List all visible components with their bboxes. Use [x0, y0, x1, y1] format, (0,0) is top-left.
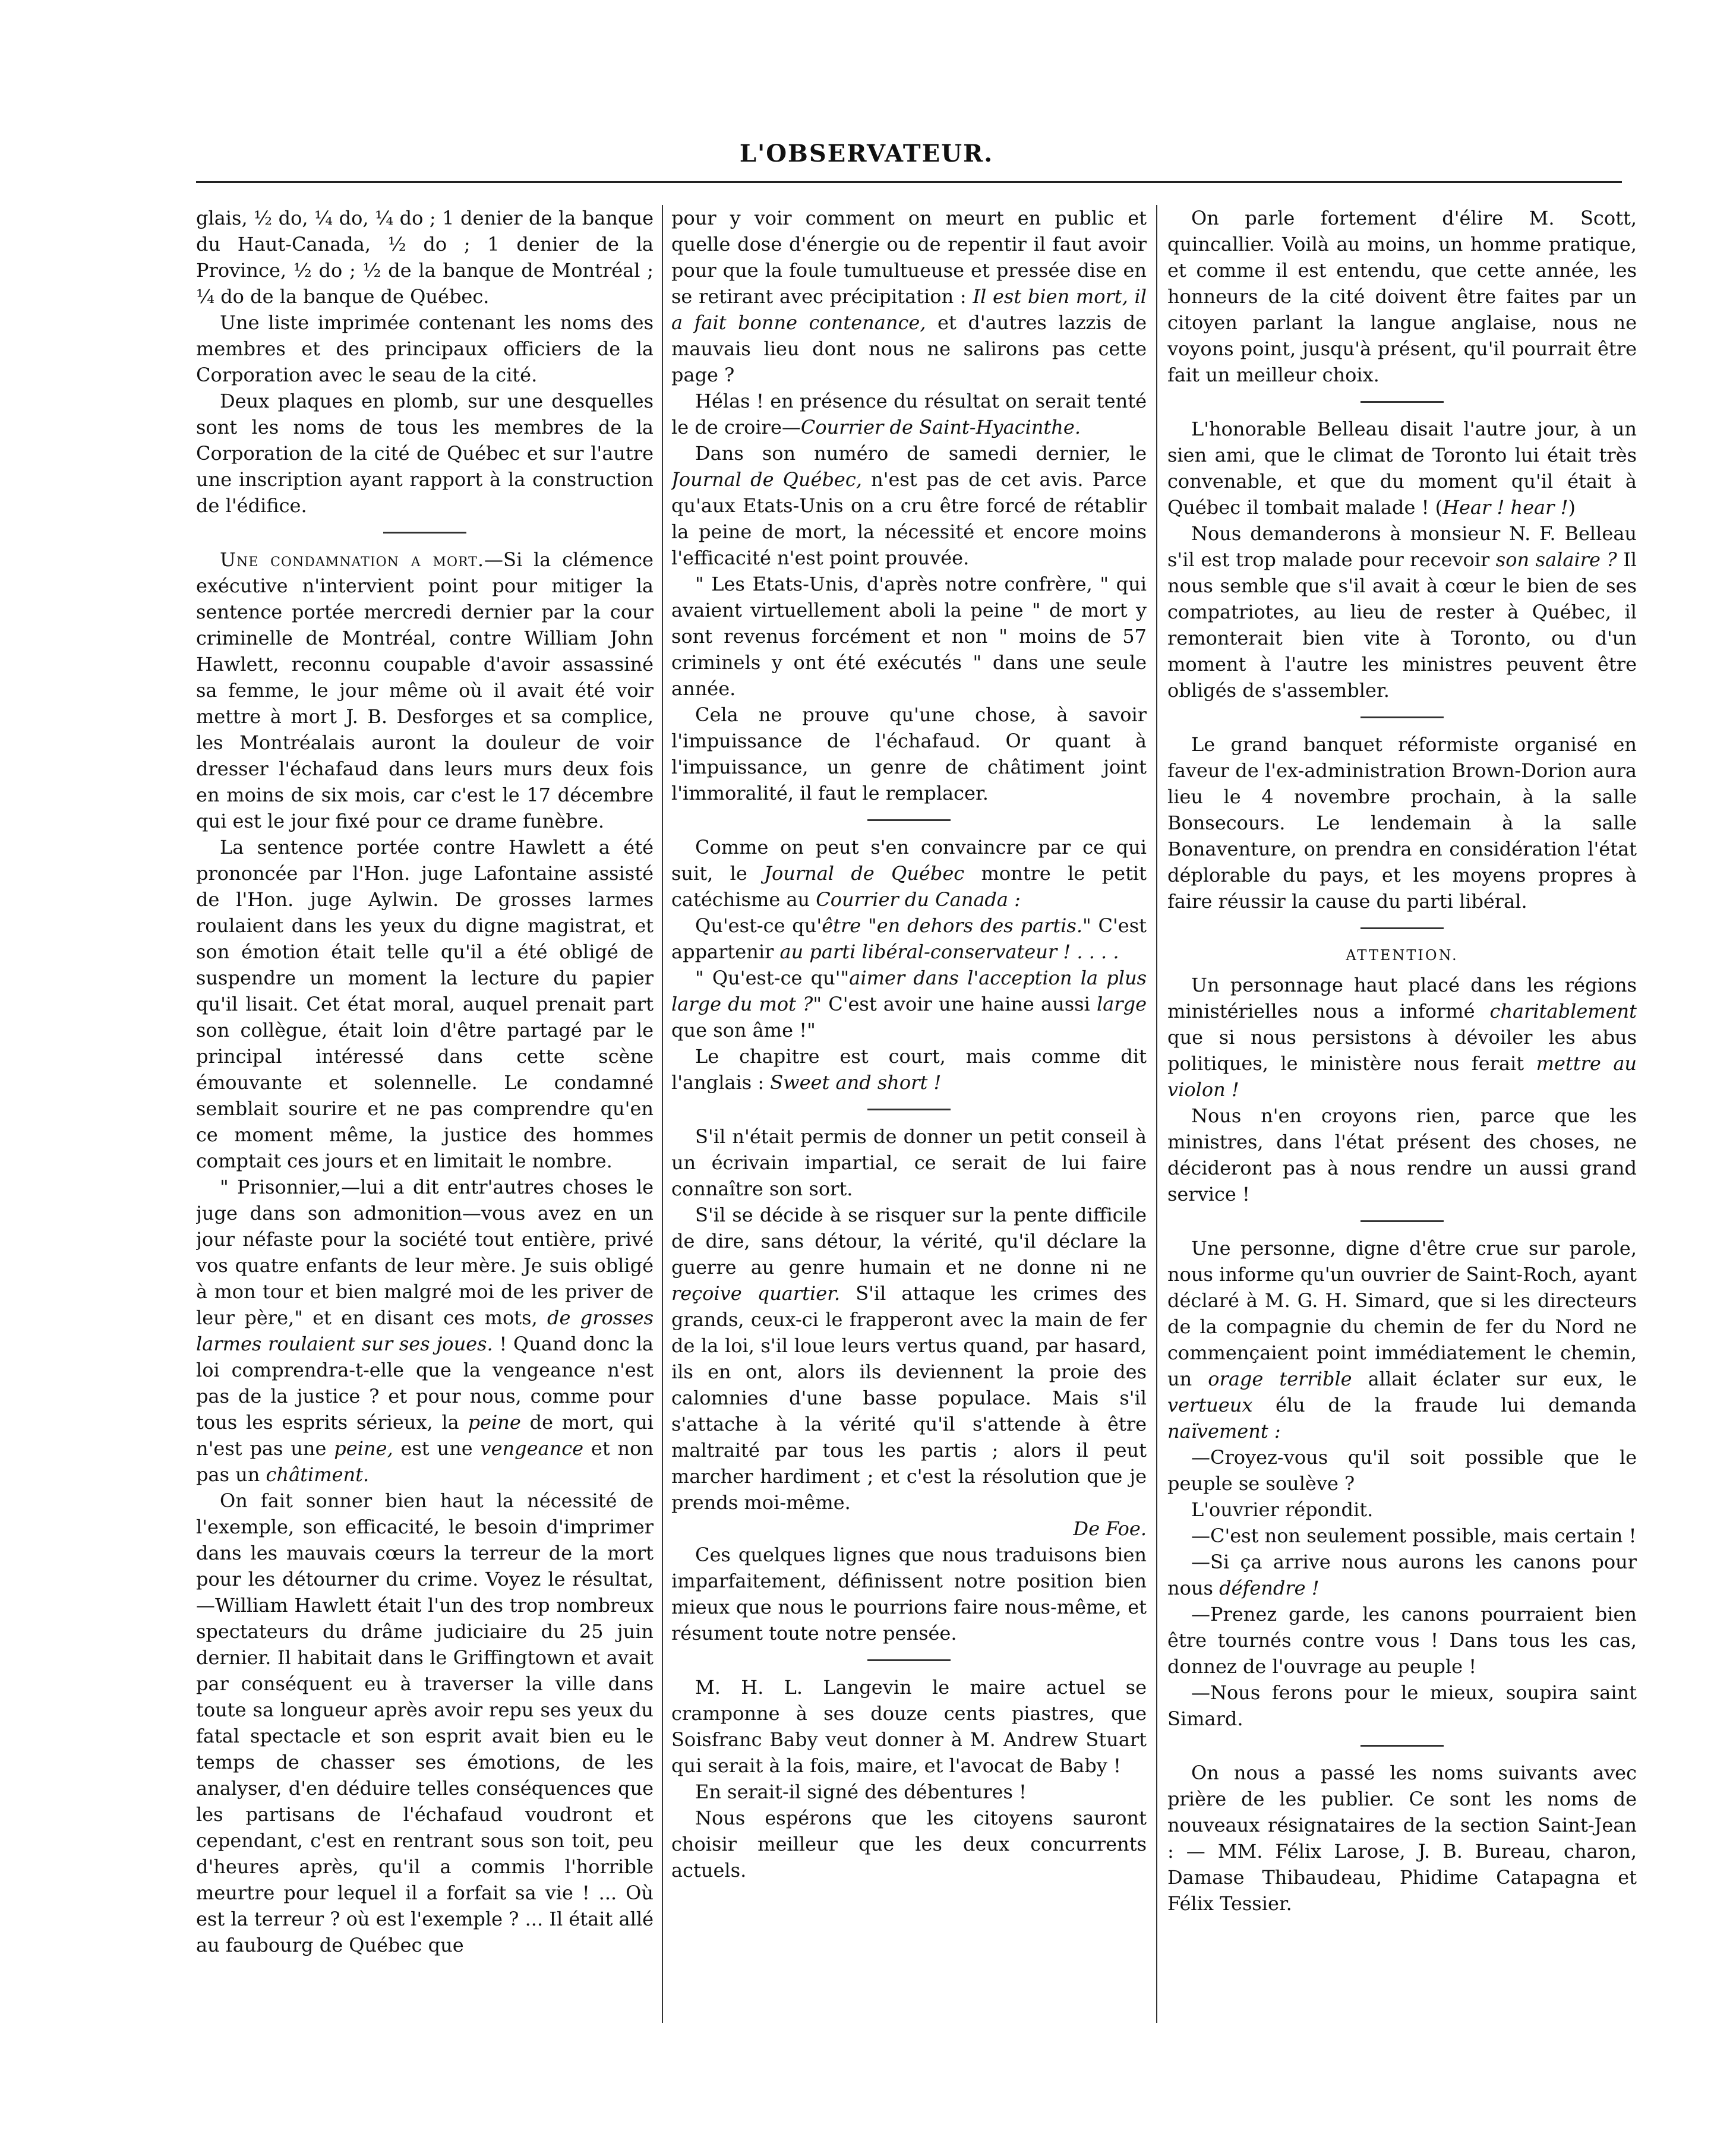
italic-run: vengeance — [480, 1437, 584, 1460]
italic-run: châtiment. — [266, 1463, 370, 1486]
paragraph: La sentence portée contre Hawlett a été prononcée par l'Hon. juge Lafontaine assisté de l'Hon. juge Aylwin. De grosses larmes roulaient dans les yeux du digne magistrat, et son émotion était telle qu'il a été obligé de suspendre un moment la lecture du papier qu'il lisait. Cet état moral, auquel prenait part son collègue, était loin d'être partagé par le principal intéressé dans cette scène émouvante et solennelle. Le condamné semblait sourire et ne pas comprendre qu'en ce moment même, la justice des hommes comptait ces jours et en limitait le nombre. — [196, 836, 654, 1172]
text-run: Dans son numéro de samedi dernier, le — [695, 442, 1147, 465]
paragraph — [671, 834, 1147, 913]
paragraph: glais, ½ do, ¼ do, ¼ do ; 1 denier de la banque du Haut-Canada, ½ do ; 1 denier de la Province, ½ do ; ½ de la banque de Montréal ; ¼ do de la banque de Québec. — [196, 207, 654, 308]
text-run: Un personnage haut placé dans les régions ministérielles nous a informé — [1167, 974, 1637, 1022]
text-run: allait éclater sur eux, le — [1352, 1368, 1637, 1390]
paragraph: Cela ne prouve qu'une chose, à savoir l'impuissance de l'échafaud. Or quant à l'impuissance, un genre de châtiment joint l'immoralité, il faut le remplacer. — [671, 703, 1147, 804]
italic-run: naïvement : — [1167, 1420, 1281, 1442]
signature: De Foe. — [1073, 1517, 1147, 1540]
text-run: pour y voir comment on meurt en public et quelle dose d'énergie ou de repentir il faut avoir pour que la foule tumultueuse et pressée dise en se retirant avec précipitation : — [671, 207, 1147, 308]
paragraph: S'il n'était permis de donner un petit conseil à un écrivain impartial, ce serait de lui faire connaître son sort. — [671, 1125, 1147, 1200]
text-run: —Si ça arrive nous aurons les canons pour nous — [1167, 1551, 1637, 1599]
text-run: de mort, qui n'est pas une — [196, 1411, 654, 1460]
paragraph: En serait-il signé des débentures ! — [695, 1781, 1027, 1803]
italic-run: peine — [468, 1411, 521, 1434]
italic-run: défendre ! — [1219, 1577, 1320, 1599]
text-run: que si nous persistons à dévoiler les abus politiques, le ministère nous ferait — [1167, 1026, 1637, 1075]
text-run: Une personne, digne d'être crue sur parole, nous informe qu'un ouvrier de Saint-Roch, ayant déclaré à M. G. H. Simard, que si les directeurs de la compagnie du chemin de fer du Nord ne commençaient point immédiatement le chemin, un — [1167, 1237, 1637, 1390]
paragraph — [1167, 1235, 1637, 1444]
text-run: que son âme !" — [671, 1019, 816, 1041]
paragraph — [671, 388, 1147, 440]
masthead-title: L'OBSERVATEUR. — [739, 140, 994, 168]
italic-run: aimer dans l'acception la plus large du mot ? — [671, 967, 1147, 1015]
paragraph: Ces quelques lignes que nous traduisons bien imparfaitement, définissent notre position bien mieux que nous le pourrions faire nous-même, et résument toute notre pensée. — [671, 1543, 1147, 1644]
italic-run: être "en dehors des partis." — [822, 914, 1091, 937]
section-separator — [1360, 1220, 1444, 1222]
column-divider — [662, 205, 663, 2023]
paragraph: M. H. L. Langevin le maire actuel se cramponne à ses douze cents piastres, que Soisfranc Baby veut donner à M. Andrew Stuart qui serait à la fois, maire, et l'avocat de Baby ! — [671, 1676, 1147, 1777]
section-separator — [383, 532, 466, 534]
section-separator — [867, 1109, 951, 1110]
italic-run: au parti libéral-conservateur ! . . . . — [779, 940, 1119, 963]
italic-run: Sweet and short ! — [770, 1071, 942, 1094]
italic-run: Hear ! hear ! — [1442, 496, 1568, 519]
text-run: Il nous semble que s'il avait à cœur le bien de ses compatriotes, au lieu de rester à Québec, il remonterait bien vite à Toronto, ou d'un moment à l'autre les ministres peuvent être obligés de s'assembler. — [1167, 548, 1637, 702]
italic-run: orage terrible — [1208, 1368, 1352, 1390]
paragraph: Deux plaques en plomb, sur une desquelles sont les noms de tous les membres de la Corporation de la cité de Québec et sur l'autre une inscription ayant rapport à la construction de l'édifice. — [196, 390, 654, 517]
header-rule — [196, 181, 1622, 183]
column-3 — [1167, 205, 1637, 2023]
article-condamnation — [196, 547, 654, 834]
section-heading: ATTENTION. — [1346, 947, 1459, 964]
italic-run: Courrier du Canada : — [816, 888, 1021, 911]
paragraph — [671, 1202, 1147, 1516]
paragraph — [1167, 520, 1637, 703]
text-run: n'est pas de cet avis. Parce qu'aux Etats-Unis on a cru être forcé de rétablir la peine de mort, la nécessité et encore moins l'efficacité n'est point prouvée. — [671, 468, 1147, 569]
section-separator — [1360, 401, 1444, 403]
italic-run: peine, — [334, 1437, 393, 1460]
paragraph: L'ouvrier répondit. — [1191, 1498, 1374, 1521]
paragraph: Nous n'en croyons rien, parce que les ministres, dans l'état présent des choses, ne décideront pas à nous rendre un aussi grand service ! — [1167, 1104, 1637, 1205]
section-separator — [867, 1659, 951, 1661]
italic-run: son salaire ? — [1495, 548, 1617, 571]
section-separator — [1360, 716, 1444, 718]
paragraph: Une liste imprimée contenant les noms des membres et des principaux officiers de la Corporation avec le seau de la cité. — [196, 311, 654, 386]
paragraph: —Nous ferons pour le mieux, soupira saint Simard. — [1167, 1681, 1637, 1730]
paragraph: Nous espérons que les citoyens sauront choisir meilleur que les deux concurrents actuels. — [671, 1807, 1147, 1882]
paragraph: On nous a passé les noms suivants avec prière de les publier. Ce sont les noms de nouveaux résignataires de la section Saint-Jean : — MM. Félix Larose, J. B. Bureau, charon, Damase Thibaudeau, Phidime Catapagna et Félix Tessier. — [1167, 1762, 1637, 1915]
paragraph: On parle fortement d'élire M. Scott, quincallier. Voilà au moins, un homme pratique, et comme il est entendu, que cette année, les honneurs de la cité doivent être faites par un citoyen parlant la langue anglaise, nous ne voyons point, jusqu'à présent, qu'il pourrait être fait un meilleur choix. — [1167, 207, 1637, 386]
text-run: ! Quand donc la loi comprendra-t-elle que la vengeance n'est pas de la justice ? et pour nous, comme pour tous les esprits sérieux, la — [196, 1333, 654, 1434]
italic-run: mettre au violon ! — [1167, 1052, 1637, 1101]
column-2 — [671, 205, 1147, 2023]
italic-run: Il est bien mort, il a fait bonne contenance, — [671, 285, 1147, 334]
text-run: " C'est avoir une haine aussi — [813, 993, 1097, 1015]
text-run: L'honorable Belleau disait l'autre jour, à un sien ami, que le climat de Toronto lui était très convenable, et que du moment qu'il était à Québec il tombait malade ! ( — [1167, 418, 1637, 519]
italic-run: Courrier de Saint-Hyacinthe. — [800, 416, 1081, 438]
article-heading: Une condamnation a mort. — [220, 548, 485, 571]
paragraph: —Croyez-vous qu'il soit possible que le peuple se soulève ? — [1167, 1446, 1637, 1495]
text-run: " Prisonnier,—lui a dit entr'autres choses le juge dans son admonition—vous avez en un jour néfaste pour la société tout entière, privé vos quatre enfants de leur mère. Je suis obligé à mon tour et bien malgré moi de les priver de leur père," et en disant ces mots, — [196, 1176, 654, 1329]
text-run: élu de la fraude lui demanda — [1252, 1394, 1637, 1416]
text-run: Qu'est-ce qu' — [695, 914, 822, 937]
section-separator — [867, 819, 951, 821]
paragraph — [671, 1043, 1147, 1096]
text-run: Le chapitre est court, mais comme dit l'anglais : — [671, 1045, 1147, 1094]
paragraph — [671, 913, 1147, 965]
text-run: " Qu'est-ce qu'" — [695, 967, 850, 989]
column-divider — [1156, 205, 1157, 2023]
paragraph — [671, 965, 1147, 1043]
text-run: et non pas un — [196, 1437, 654, 1486]
paragraph: " Les Etats-Unis, d'après notre confrère, " qui avaient virtuellement aboli la peine " de mort y sont revenus forcément et non " moins de 57 criminels y ont été exécutés " dans une seule année. — [671, 573, 1147, 700]
text-run: Comme on peut s'en convaincre par ce qui suit, le — [671, 836, 1147, 885]
paragraph — [671, 440, 1147, 571]
italic-run: reçoive quartier. — [671, 1282, 841, 1305]
text-run: est une — [393, 1437, 481, 1460]
text-run: montre le petit catéchisme au — [671, 862, 1147, 911]
text-run: C'est appartenir — [671, 914, 1147, 963]
section-separator — [1360, 927, 1444, 929]
article-text: —Si la clémence exécutive n'intervient point pour mitiger la sentence portée mercredi dernier par la cour criminelle de Montréal, contre William John Hawlett, reconnu coupable d'avoir assassiné sa femme, le jour même où il avait été voir mettre à mort J. B. Desforges et sa complice, les Montréalais auront la douleur de voir dresser l'échafaud dans leurs murs deux fois en moins de six mois, car c'est le 17 décembre qui est le jour fixé pour ce drame funèbre. — [196, 548, 654, 832]
text-run: S'il attaque les crimes des grands, ceux-ci le frapperont avec la main de fer de la loi, s'il loue leurs vertus quand, par hasard, ils en ont, alors ils deviennent la proie des calomnies d'une basse populace. Mais s'il s'attache à la vérité qu'il s'attende à être maltraité par tous les partis ; alors il peut marcher hardiment ; et c'est la résolution que je prends moi-même. — [671, 1282, 1147, 1514]
text-run: Hélas ! en présence du résultat on serait tenté le de croire— — [671, 390, 1147, 438]
text-run: Nous demanderons à monsieur N. F. Belleau s'il est trop malade pour recevoir — [1167, 522, 1637, 571]
paragraph: Le grand banquet réformiste organisé en faveur de l'ex-administration Brown-Dorion aura lieu le 4 novembre prochain, à la salle Bonsecours. Le lendemain à la salle Bonaventure, on prendra en considération l'état déplorable du pays, et les moyens propres à faire réussir la cause du parti libéral. — [1167, 733, 1637, 913]
paragraph — [1167, 416, 1637, 520]
italic-run: charitablement — [1489, 1000, 1637, 1022]
italic-run: Journal de Québec, — [671, 468, 862, 491]
italic-run: de grosses larmes roulaient sur ses joues. — [196, 1306, 654, 1355]
paragraph — [1167, 972, 1637, 1103]
section-separator — [1360, 1745, 1444, 1747]
italic-run: Journal de Québec — [764, 862, 965, 885]
paragraph: —Prenez garde, les canons pourraient bien être tournés contre vous ! Dans tous les cas, donnez de l'ouvrage au peuple ! — [1167, 1603, 1637, 1678]
text-run: S'il se décide à se risquer sur la pente difficile de dire, sans détour, la vérité, qu'il déclare la guerre au genre humain et ne donne ni ne — [671, 1204, 1147, 1279]
paragraph: On fait sonner bien haut la nécessité de l'exemple, son efficacité, le besoin d'imprimer dans les mauvais cœurs la terreur de la mort pour les détourner du crime. Voyez le résultat,—William Hawlett était l'un des trop nombreux spectateurs du drâme judiciaire du 25 juin dernier. Il habitait dans le Griffingtown et avait par conséquent eu à traverser la ville dans toute sa longueur après avoir repu ses yeux du fatal spectacle et son esprit avait bien eu le temps de chasser ses émotions, de les analyser, d'en déduire telles conséquences que les partisans de l'échafaud voudront et cependant, c'est en rentrant sous son toit, peu d'heures après, qu'il a commis l'horrible meurtre pour lequel il a forfait sa vie ! ... Où est la terreur ? où est l'exemple ? ... Il était allé au faubourg de Québec que — [196, 1489, 654, 1956]
italic-run: vertueux — [1167, 1394, 1253, 1416]
paragraph: —C'est non seulement possible, mais certain ! — [1191, 1524, 1637, 1547]
paragraph — [671, 205, 1147, 388]
column-1 — [196, 205, 654, 2023]
paragraph — [196, 1174, 654, 1488]
text-run: et d'autres lazzis de mauvais lieu dont nous ne salirons pas cette page ? — [671, 311, 1147, 386]
text-run: ) — [1568, 496, 1576, 519]
paragraph — [1167, 1549, 1637, 1601]
italic-run: large — [1096, 993, 1147, 1015]
